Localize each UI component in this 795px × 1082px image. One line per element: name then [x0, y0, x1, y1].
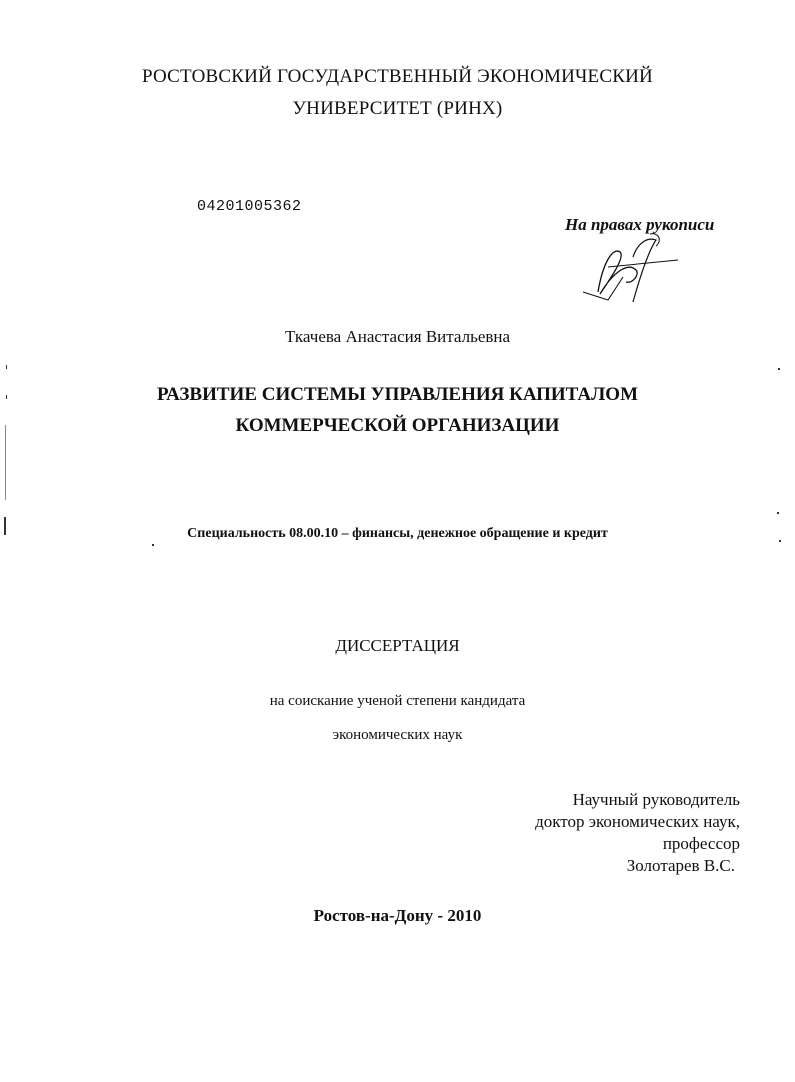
university-name-line1: РОСТОВСКИЙ ГОСУДАРСТВЕННЫЙ ЭКОНОМИЧЕСКИЙ — [142, 66, 653, 87]
university-name-line2: УНИВЕРСИТЕТ (РИНХ) — [292, 98, 503, 119]
scan-edge-line — [5, 425, 6, 500]
dissertation-title-line2: КОММЕРЧЕСКОЙ ОРГАНИЗАЦИИ — [235, 415, 560, 436]
advisor-name: Золотарев В.С. — [626, 856, 735, 875]
advisor-rank: профессор — [662, 834, 740, 853]
scan-mark — [779, 540, 781, 542]
scan-mark — [778, 368, 780, 370]
specialty: Специальность 08.00.10 – финансы, денежное обращение и кредит — [187, 526, 608, 541]
scan-mark — [6, 365, 7, 369]
manuscript-note: На правах рукописи — [565, 215, 715, 234]
degree-line1: на соискание ученой степени кандидата — [269, 693, 526, 709]
scan-mark — [152, 544, 154, 546]
advisor-degree: доктор экономических наук, — [535, 812, 740, 831]
document-type: ДИССЕРТАЦИЯ — [335, 636, 460, 655]
degree-line2: экономических наук — [332, 727, 463, 743]
advisor-role: Научный руководитель — [572, 790, 740, 809]
handwritten-signature — [578, 222, 688, 312]
scan-mark — [4, 517, 6, 535]
scan-mark — [777, 512, 779, 514]
library-code: 04201005362 — [197, 198, 302, 215]
dissertation-title-line1: РАЗВИТИЕ СИСТЕМЫ УПРАВЛЕНИЯ КАПИТАЛОМ — [156, 384, 638, 405]
author-name: Ткачева Анастасия Витальевна — [284, 327, 511, 346]
scan-mark — [6, 395, 7, 399]
city-year: Ростов-на-Дону - 2010 — [313, 906, 482, 925]
